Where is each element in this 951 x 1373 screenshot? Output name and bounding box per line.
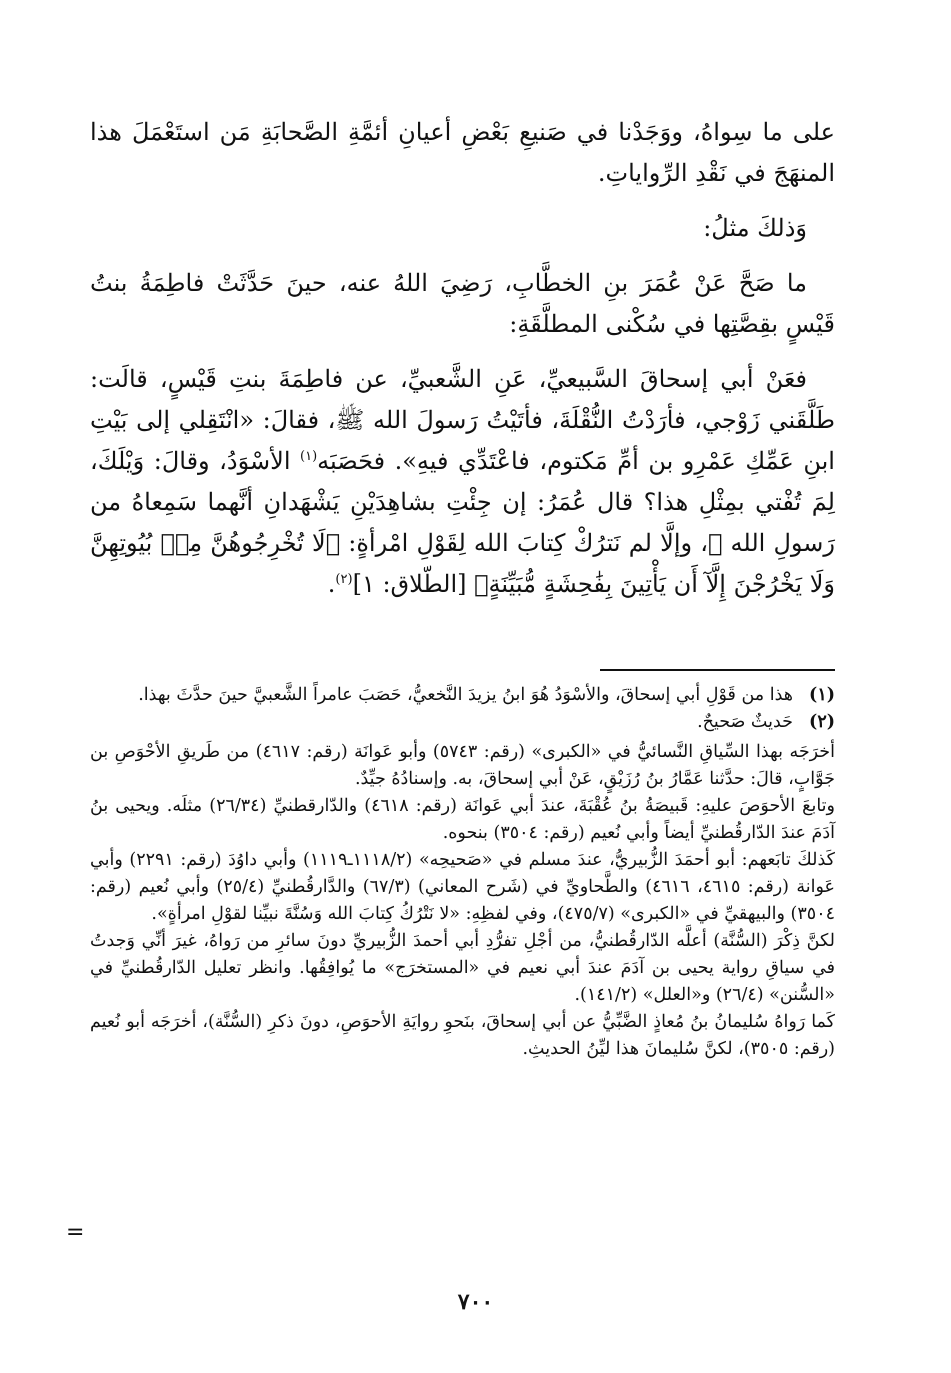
footnote-ref-1[interactable]: (١)	[300, 449, 318, 464]
footnote-paragraph: أخرَجَه بهذا السِّياقِ النَّسائيُّ في «الكبرى» (رقم: ٥٧٤٣) وأبو عَوانَة (رقم: ٤٦١٧) من طَريقِ الأحْوَصِ بن جَوَّابٍ، قالَ: حدَّثنا عَمَّارُ بنُ رُزَيْقٍ، عَنْ أبي إسحاقَ، به. وإسنادُهُ جيِّدٌ.	[90, 742, 835, 789]
paragraph-4-text-b: الأسْوَدُ، وقالَ: وَيْلَكَ، لِمَ تُفْتي بمِثْلِ هذا؟ قال عُمَرُ: إن جِئْتِ بشاهِدَيْنِ يَشْهَدانِ أنَّهما سَمِعاهُ من رَسولِ الله ﷺ، وإلَّا لم نَترُكْ كِتابَ الله لِقَوْلِ امْرأةٍ: ﴿لَا تُخْرِجُوهُنَّ مِنۢ بُيُوتِهِنَّ وَلَا يَخْرُجْنَ إِلَّآ أَن يَأْتِينَ بِفَٰحِشَةٍ مُّبَيِّنَةٍ﴾ [الطّلاق: ١]	[90, 447, 836, 598]
footnote-paragraph: كَذلكَ تابَعهم: أبو أحمَدَ الزُّبيريُّ، عندَ مسلم في «صَحيحِه» (١١١٨/٢ـ١١١٩) وأبي داوُدَ (رقم: ٢٢٩١) وأبي عَوانة (رقم: ٤٦١٥، ٤٦١٦) والطَّحاويِّ في (شَرح المعاني) (٦٧/٣) والدَّارقُطنيِّ (٢٥/٤) وأبي نُعيم (رقم: ٣٥٠٤) والبيهقيِّ في «الكبرى» (٤٧٥/٧)، وفي لفظِهِ: «لا نَتْرُكُ كِتابَ الله وَسُنَّةَ نبيِّنا لقوْلِ امرأةٍ».	[90, 850, 835, 924]
continuation-mark: =	[66, 1220, 85, 1245]
paragraph-4	[90, 359, 835, 605]
page-number: ٧٠٠	[457, 1289, 494, 1315]
footnote-paragraph: لكنَّ ذِكْرَ (السُّنَّة) أعلَّه الدّارقُطنيُّ، من أجْلِ تفرُّدِ أبي أحمدَ الزُّبيريِّ دونَ سائرِ من رَواهُ، غيرَ أنِّي وَجدتُ في سياقِ رواية يحيى بن آدَمَ عندَ أبي نعيم في «المستخرَج» ما يُوافِقُها. وانظر تعليل الدّارقُطنيِّ في «السُّنن» (٢٦/٤) و«العلل» (١٤١/٢).	[90, 931, 835, 1005]
footnote-2-text: حَديثٌ صَحيحٌ.	[697, 712, 793, 732]
paragraph-4-end: .	[327, 570, 336, 598]
footnotes	[90, 682, 835, 1063]
footnote-1-text: هذا من قَوْلِ أبي إسحاقَ، والأسْوَدُ هُوَ ابنُ يزيدَ النَّخعيُّ، حَصَبَ عامراً الشَّعبيَّ حينَ حدَّثَ بهذا.	[138, 685, 793, 705]
footnote-2-number: (٢)	[809, 712, 835, 732]
paragraph-2: وَذلكَ مثلُ:	[703, 214, 807, 242]
paragraph-4-text-a: فعَنْ أبي إسحاقَ السَّبيعيِّ، عَنِ الشَّعبيِّ، عن فاطِمَةَ بنتِ قَيْسٍ، قالَت: طَلَّقَني زَوْجي، فأرَدْتُ النُّقْلَةَ، فأتَيْتُ رَسولَ الله ﷺ، فقالَ: «انْتَقِلي إلى بَيْتِ ابنِ عَمِّكِ عَمْرِو بن أمِّ مَكتوم، فاعْتَدِّي فيهِ». فحَصَبَه	[90, 365, 835, 475]
footnote-2-details	[90, 739, 835, 1063]
footnote-paragraph: كَما رَواهُ سُليمانُ بنُ مُعاذٍ الضَّبِّيُّ عن أبي إسحاقَ، بنَحوِ روايَةِ الأحوَصِ، دونَ ذكرِ (السُّنَّة)، أخرَجَه أبو نُعيم (رقم: ٣٥٠٥)، لكنَّ سُليمانَ هذا ليِّنُ الحديثِ.	[90, 1012, 835, 1059]
footnote-2	[90, 709, 835, 736]
footnote-ref-2[interactable]: (٢)	[335, 572, 353, 587]
footnote-paragraph: وتابعَ الأحوَصَ عليهِ: قَبيصَةُ بنُ عُقْبَةَ، عندَ أبي عَوانَة (رقم: ٤٦١٨) والدّارقطنيِّ (٢٦/٣٤) مثلَه. ويحيى بنُ آدَمَ عندَ الدّارقُطنيِّ أيضاً وأبي نُعيم (رقم: ٣٥٠٤) بنحوه.	[90, 796, 835, 843]
paragraph-1: على ما سِواهُ، ووَجَدْنا في صَنيعِ بَعْضِ أعيانِ أئمَّةِ الصَّحابَةِ مَن استَعْمَلَ هذا المنهَجَ في نَقْدِ الرِّواياتِ.	[90, 118, 835, 187]
paragraph-3: ما صَحَّ عَنْ عُمَرَ بنِ الخطَّابِ، رَضِيَ اللهُ عنه، حينَ حَدَّثَتْ فاطِمَةُ بنتُ قَيْسٍ بقِصَّتِها في سُكْنى المطلَّقَةِ:	[90, 269, 835, 338]
footnote-1-number: (١)	[809, 685, 835, 705]
main-text	[90, 112, 835, 605]
footnote-1	[90, 682, 835, 709]
footnote-separator	[600, 669, 835, 671]
